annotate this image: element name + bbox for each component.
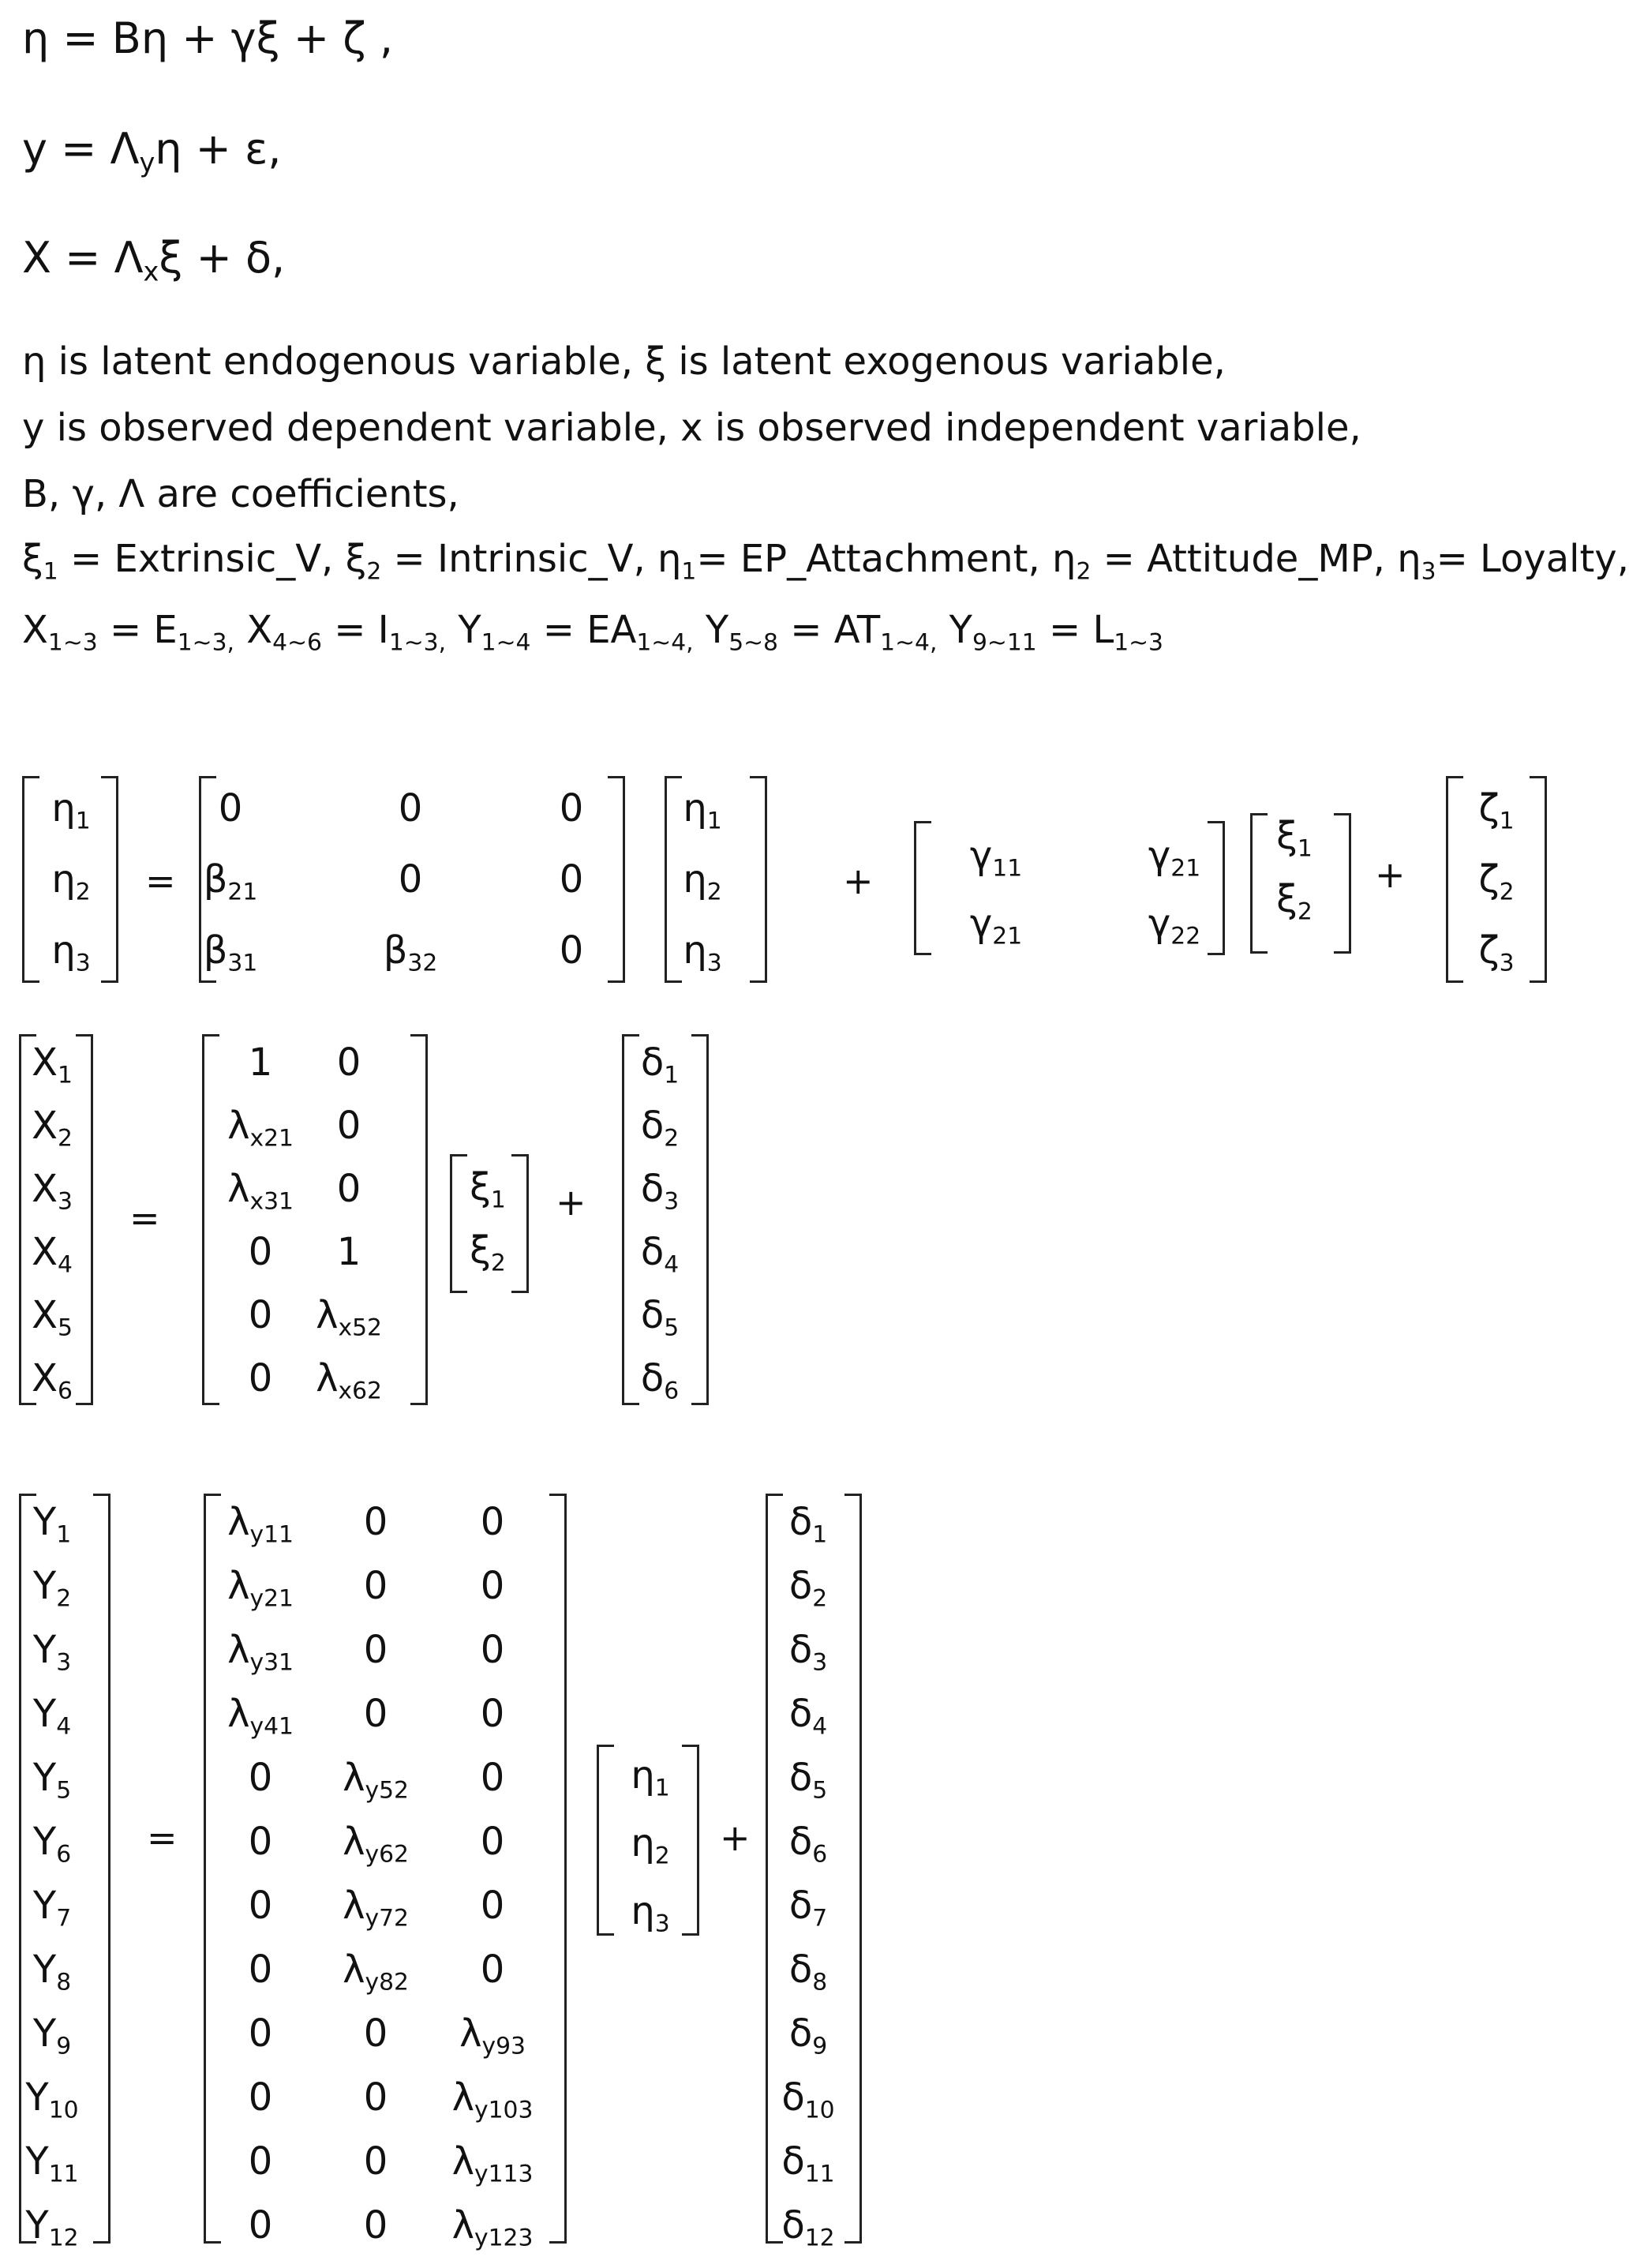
lambda-y-matrix-entry: $\lambda_{y52}$ (343, 1756, 409, 1805)
equals-sign: = (147, 1816, 178, 1859)
y-vector-entry: $Y_8$ (32, 1947, 72, 1996)
x-vector-entry: $X_1$ (32, 1040, 73, 1089)
y-vector-entry: $Y_4$ (32, 1692, 72, 1741)
lambda-x-matrix-left-bracket (202, 1034, 219, 1405)
x-vector-entry: $X_6$ (32, 1356, 73, 1405)
lambda-y-matrix-entry: 0 (480, 1756, 505, 1800)
delta-vector-y-entry: $\delta_7$ (788, 1884, 828, 1932)
measurement-equation-x: $X = \Lambda_x\xi + \delta$, (22, 233, 286, 287)
delta-vector-y-entry: $\delta_{12}$ (781, 2203, 835, 2252)
delta-vector-y-entry: $\delta_{10}$ (781, 2075, 835, 2124)
beta-matrix-entry: $\beta_{31}$ (203, 928, 258, 977)
eta-vector-rhs-entry: $\eta_2$ (683, 857, 722, 906)
lambda-y-matrix-left-bracket (204, 1494, 221, 2244)
beta-matrix-entry: $\beta_{21}$ (203, 857, 258, 906)
equals-sign: = (129, 1197, 160, 1239)
y-vector-entry: $Y_3$ (32, 1628, 72, 1677)
zeta-vector-right-bracket (1530, 776, 1547, 983)
beta-matrix-right-bracket (608, 776, 625, 983)
lambda-y-matrix-entry: 0 (363, 2203, 388, 2247)
plus-sign: + (556, 1181, 586, 1224)
x-vector-entry: $X_4$ (32, 1230, 73, 1279)
lambda-x-matrix-entry: $\lambda_{x62}$ (316, 1356, 382, 1405)
delta-vector-y-entry: $\delta_6$ (788, 1820, 828, 1869)
lambda-x-matrix-entry: 0 (248, 1230, 273, 1274)
delta-vector-entry: $\delta_6$ (640, 1356, 680, 1405)
lambda-x-matrix-entry: $\lambda_{x31}$ (227, 1167, 294, 1216)
delta-vector-y-entry: $\delta_1$ (788, 1500, 828, 1549)
lambda-y-matrix-entry: 0 (480, 1500, 505, 1544)
eta-vector-y-entry: $\eta_3$ (631, 1889, 670, 1938)
lambda-y-matrix-entry: $\lambda_{y62}$ (343, 1820, 409, 1869)
beta-matrix-entry: 0 (398, 786, 423, 830)
y-vector-entry: $Y_5$ (32, 1756, 72, 1805)
lambda-x-matrix-entry: 1 (248, 1040, 273, 1085)
delta-vector-y-entry: $\delta_5$ (788, 1756, 828, 1805)
xi-vector-entry: $\xi_2$ (470, 1228, 506, 1277)
lambda-x-matrix-entry: $\lambda_{x52}$ (316, 1293, 382, 1342)
lambda-y-matrix-entry: 0 (480, 1820, 505, 1864)
delta-vector-entry: $\delta_4$ (640, 1230, 680, 1279)
delta-vector-entry: $\delta_1$ (640, 1040, 680, 1089)
lambda-y-matrix-entry: $\lambda_{y123}$ (451, 2203, 534, 2252)
y-vector-entry: $Y_9$ (32, 2011, 72, 2060)
lambda-y-matrix-entry: 0 (248, 1884, 273, 1928)
eta-vector-right-bracket (101, 776, 118, 983)
description-line-5: $X_{1\sim 3} = E_{1\sim 3,}$ $X_{4\sim 6} = I_{1\sim 3,}$ $Y_{1\sim 4} = EA_{1\sim 4,}$ $Y_{5\sim 8} = AT_{1\sim 4,}$ $Y_{9\sim 11} = L_{1\sim 3}$ (22, 608, 1163, 657)
xi-vector-entry: $\xi_2$ (1276, 877, 1313, 926)
gamma-matrix-entry: $\gamma_{22}$ (1148, 902, 1201, 950)
beta-matrix-entry: 0 (398, 857, 423, 902)
plus-sign: + (720, 1816, 751, 1859)
measurement-equation-y: $y = \Lambda_y\eta + \varepsilon$, (22, 124, 282, 178)
y-vector-entry: $Y_{12}$ (25, 2203, 79, 2252)
lambda-y-matrix-entry: $\lambda_{y93}$ (459, 2011, 526, 2060)
lambda-y-matrix-entry: 0 (480, 1692, 505, 1736)
lambda-y-matrix-right-bracket (549, 1494, 567, 2244)
lambda-y-matrix-entry: 0 (248, 1756, 273, 1800)
lambda-y-matrix-entry: 0 (248, 1947, 273, 1992)
x-vector-entry: $X_5$ (32, 1293, 73, 1342)
eta-vector-rhs-entry: $\eta_3$ (683, 928, 722, 977)
xi-vector-left-bracket (450, 1154, 467, 1293)
xi-vector-entry: $\xi_1$ (470, 1165, 506, 1214)
eta-vector-entry: $\eta_3$ (51, 928, 91, 977)
lambda-y-matrix-entry: 0 (480, 1884, 505, 1928)
lambda-y-matrix-entry: $\lambda_{y41}$ (227, 1692, 294, 1741)
delta-vector-y-entry: $\delta_3$ (788, 1628, 828, 1677)
y-vector-entry: $Y_{11}$ (25, 2139, 79, 2188)
delta-vector-y-right-bracket (844, 1494, 862, 2244)
eta-vector-y-right-bracket (682, 1745, 699, 1936)
plus-sign: + (843, 860, 874, 902)
lambda-y-matrix-entry: 0 (363, 1564, 388, 1608)
eta-vector-left-bracket (22, 776, 39, 983)
x-vector-entry: $X_3$ (32, 1167, 73, 1216)
delta-vector-entry: $\delta_3$ (640, 1167, 680, 1216)
lambda-y-matrix-entry: 0 (363, 1628, 388, 1672)
lambda-y-matrix-entry: $\lambda_{y113}$ (451, 2139, 534, 2188)
y-vector-right-bracket (93, 1494, 110, 2244)
y-vector-entry: $Y_6$ (32, 1820, 72, 1869)
lambda-y-matrix-entry: 0 (363, 1692, 388, 1736)
eta-vector-rhs-right-bracket (750, 776, 767, 983)
xi-vector-left-bracket (1250, 813, 1268, 954)
lambda-y-matrix-entry: $\lambda_{y82}$ (343, 1947, 409, 1996)
x-vector-entry: $X_2$ (32, 1104, 73, 1153)
lambda-y-matrix-entry: 0 (363, 1500, 388, 1544)
delta-vector-y-entry: $\delta_8$ (788, 1947, 828, 1996)
gamma-matrix-entry: $\gamma_{21}$ (1148, 834, 1201, 883)
zeta-vector-left-bracket (1446, 776, 1463, 983)
delta-vector-right-bracket (691, 1034, 709, 1405)
lambda-x-matrix-right-bracket (410, 1034, 428, 1405)
y-vector-entry: $Y_1$ (32, 1500, 72, 1549)
lambda-y-matrix-entry: 0 (248, 1820, 273, 1864)
lambda-y-matrix-entry: 0 (363, 2139, 388, 2184)
beta-matrix-left-bracket (199, 776, 216, 983)
y-vector-left-bracket (19, 1494, 36, 2244)
lambda-x-matrix-entry: 1 (336, 1230, 361, 1274)
y-vector-entry: $Y_2$ (32, 1564, 72, 1613)
gamma-matrix-entry: $\gamma_{11}$ (969, 834, 1023, 883)
lambda-y-matrix-entry: $\lambda_{y31}$ (227, 1628, 294, 1677)
equals-sign: = (145, 860, 176, 902)
lambda-x-matrix-entry: $\lambda_{x21}$ (227, 1104, 294, 1153)
lambda-y-matrix-entry: $\lambda_{y72}$ (343, 1884, 409, 1932)
delta-vector-entry: $\delta_2$ (640, 1104, 680, 1153)
gamma-matrix-right-bracket (1208, 821, 1225, 955)
y-vector-entry: $Y_{10}$ (25, 2075, 79, 2124)
y-vector-entry: $Y_7$ (32, 1884, 72, 1932)
lambda-x-matrix-entry: 0 (248, 1356, 273, 1400)
lambda-y-matrix-entry: $\lambda_{y103}$ (451, 2075, 534, 2124)
beta-matrix-entry: 0 (218, 786, 243, 830)
beta-matrix-entry: 0 (559, 928, 584, 973)
delta-vector-left-bracket (622, 1034, 639, 1405)
lambda-x-matrix-entry: 0 (336, 1104, 361, 1148)
eta-vector-rhs-left-bracket (665, 776, 682, 983)
lambda-y-matrix-entry: $\lambda_{y21}$ (227, 1564, 294, 1613)
eta-vector-entry: $\eta_2$ (51, 857, 91, 906)
lambda-y-matrix-entry: 0 (248, 2011, 273, 2056)
eta-vector-y-left-bracket (597, 1745, 614, 1936)
lambda-y-matrix-entry: $\lambda_{y11}$ (227, 1500, 294, 1549)
plus-sign: + (1375, 853, 1406, 896)
lambda-y-matrix-entry: 0 (248, 2203, 273, 2247)
eta-vector-rhs-entry: $\eta_1$ (683, 786, 722, 835)
description-line-2: y is observed dependent variable, x is observed independent variable, (22, 406, 1361, 450)
lambda-y-matrix-entry: 0 (363, 2075, 388, 2120)
xi-vector-right-bracket (511, 1154, 529, 1293)
lambda-x-matrix-entry: 0 (248, 1293, 273, 1337)
structural-equation: η = Bη + γξ + ζ , (22, 13, 393, 63)
xi-vector-right-bracket (1334, 813, 1351, 954)
zeta-vector-entry: $\zeta_3$ (1478, 928, 1515, 977)
lambda-y-matrix-entry: 0 (363, 2011, 388, 2056)
delta-vector-entry: $\delta_5$ (640, 1293, 680, 1342)
lambda-y-matrix-entry: 0 (248, 2075, 273, 2120)
delta-vector-y-entry: $\delta_9$ (788, 2011, 828, 2060)
eta-vector-entry: $\eta_1$ (51, 786, 91, 835)
beta-matrix-entry: 0 (559, 857, 584, 902)
beta-matrix-entry: $\beta_{32}$ (383, 928, 438, 977)
delta-vector-y-entry: $\delta_2$ (788, 1564, 828, 1613)
eta-vector-y-entry: $\eta_2$ (631, 1821, 670, 1870)
lambda-y-matrix-entry: 0 (480, 1564, 505, 1608)
lambda-y-matrix-entry: 0 (248, 2139, 273, 2184)
lambda-x-matrix-entry: 0 (336, 1167, 361, 1211)
description-line-3: B, γ, Λ are coefficients, (22, 472, 459, 516)
delta-vector-y-entry: $\delta_{11}$ (781, 2139, 835, 2188)
x-vector-left-bracket (19, 1034, 36, 1405)
x-vector-right-bracket (76, 1034, 93, 1405)
lambda-y-matrix-entry: 0 (480, 1947, 505, 1992)
xi-vector-entry: $\xi_1$ (1276, 814, 1313, 863)
zeta-vector-entry: $\zeta_1$ (1478, 786, 1515, 835)
delta-vector-y-entry: $\delta_4$ (788, 1692, 828, 1741)
beta-matrix-entry: 0 (559, 786, 584, 830)
zeta-vector-entry: $\zeta_2$ (1478, 857, 1515, 906)
gamma-matrix-entry: $\gamma_{21}$ (969, 902, 1023, 950)
lambda-y-matrix-entry: 0 (480, 1628, 505, 1672)
gamma-matrix-left-bracket (914, 821, 931, 955)
description-line-1: η is latent endogenous variable, ξ is latent exogenous variable, (22, 339, 1226, 384)
lambda-x-matrix-entry: 0 (336, 1040, 361, 1085)
description-line-4: $\xi_1$ = Extrinsic_V, $\xi_2$ = Intrinsic_V, $\eta_1=$ EP_Attachment, $\eta_2$ = Attitude_MP, $\eta_3=$ Loyalty, (22, 537, 1629, 586)
eta-vector-y-entry: $\eta_1$ (631, 1753, 670, 1802)
delta-vector-y-left-bracket (766, 1494, 783, 2244)
